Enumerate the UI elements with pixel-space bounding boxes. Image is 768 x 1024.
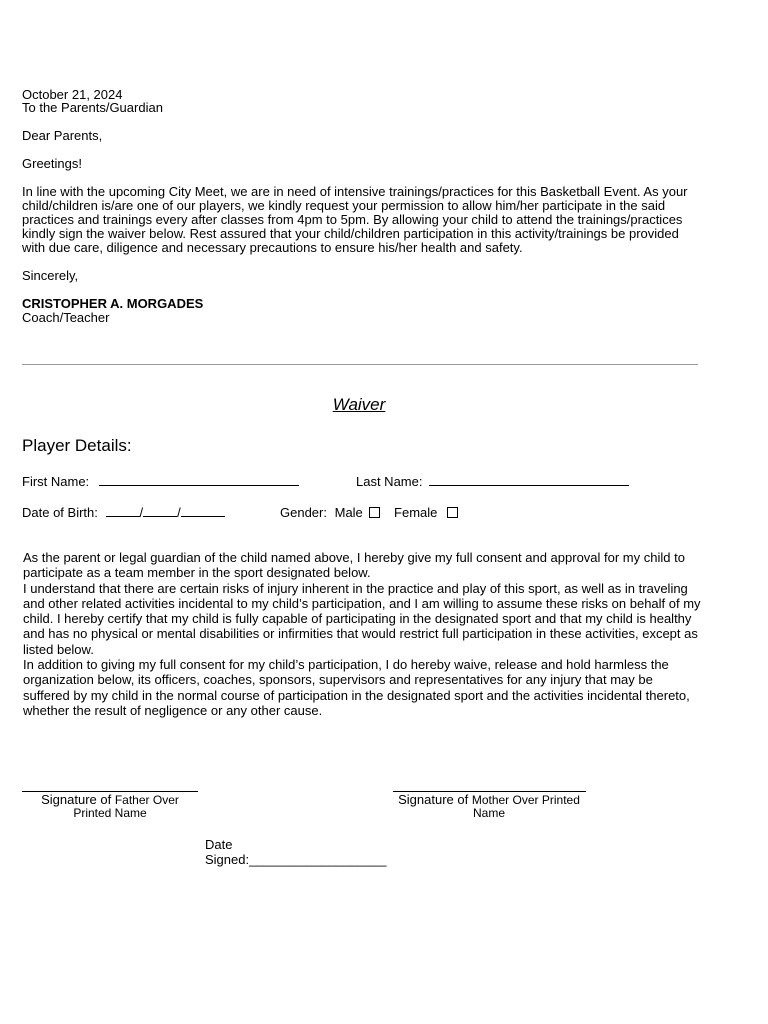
dob-year-blank[interactable] [181, 505, 225, 517]
male-label: Male [334, 505, 363, 520]
dob-month-blank[interactable] [106, 505, 140, 517]
gender-label: Gender: [280, 505, 327, 520]
last-name-field[interactable] [356, 474, 629, 489]
consent-line: organization below, its officers, coaches, sponsors, supervisors and representatives for any injury that may be [23, 672, 653, 688]
mother-caption-name: Name [472, 806, 505, 820]
date-of-birth-field[interactable] [22, 505, 225, 520]
consent-line: listed below. [23, 641, 94, 657]
consent-text [23, 550, 701, 718]
father-caption-role: Father Over [114, 793, 179, 807]
father-caption-printed-name: Printed Name [73, 806, 147, 820]
female-checkbox[interactable] [447, 507, 458, 518]
date-signed-field[interactable] [205, 853, 386, 867]
consent-line: suffered by my child in the normal course of participation in the designated sport and the activities incidental thereto, [23, 687, 690, 703]
last-name-blank[interactable] [429, 474, 629, 486]
first-name-blank[interactable] [99, 474, 299, 486]
signatory-name: CRISTOPHER A. MORGADES [22, 296, 204, 311]
letter-greeting: Greetings! [22, 156, 82, 171]
gender-field [280, 505, 458, 520]
signatory-title: Coach/Teacher [22, 310, 110, 325]
last-name-label: Last Name: [356, 474, 423, 489]
letter-body-line: In line with the upcoming City Meet, we are in need of intensive trainings/practices for this Basketball Event. As your [22, 184, 688, 199]
letter-salutation: Dear Parents, [22, 128, 103, 143]
waiver-title: Waiver [332, 395, 386, 414]
letter-body-line: with due care, diligence and necessary precautions to ensure his/her health and safety. [22, 240, 523, 255]
letter-body [22, 185, 688, 255]
dob-separator: / [139, 505, 144, 520]
father-signature-caption [20, 793, 200, 820]
first-name-field[interactable] [22, 474, 299, 489]
consent-line: In addition to giving my full consent for my child’s participation, I do hereby waive, release and hold harmless the [23, 657, 669, 673]
mother-signature-caption [390, 793, 588, 820]
first-name-label: First Name: [22, 474, 90, 489]
date-signed-label-2: Signed: [205, 852, 250, 867]
player-details-heading: Player Details: [22, 436, 132, 455]
letter-closing: Sincerely, [22, 268, 79, 283]
consent-line: I understand that there are certain risks of injury inherent in the practice and play of this sport, as well as in traveling [23, 580, 688, 596]
dob-separator: / [177, 505, 181, 520]
mother-caption-role: Mother Over Printed [471, 793, 580, 807]
date-signed-label: Date [205, 837, 233, 852]
consent-line: and other related activities incidental to my child’s participation, and I am willing to assume these risks on behalf of my [23, 595, 701, 611]
date-signed-blank[interactable]: ___________________ [249, 852, 387, 867]
dob-day-blank[interactable] [143, 505, 177, 517]
letter-body-line: child/children is/are one of our players, we kindly request your permission to allow him/her participate in the said [22, 198, 666, 213]
female-label: Female [394, 505, 438, 520]
mother-caption-prefix: Signature of [398, 792, 472, 807]
consent-line: whether the result of negligence or any other cause. [23, 702, 323, 718]
father-caption-prefix: Signature of [41, 792, 115, 807]
consent-line: and has no physical or mental disabilities or infirmities that would restrict full participation in these activities, except as [23, 626, 698, 642]
section-divider [22, 364, 698, 365]
male-checkbox[interactable] [369, 507, 380, 518]
consent-line: child. I hereby certify that my child is fully capable of participating in the designated sport and that my child is healthy [23, 611, 692, 627]
consent-line: As the parent or legal guardian of the child named above, I hereby give my full consent and approval for my child to [23, 550, 685, 565]
letter-body-line: kindly sign the waiver below. Rest assured that your child/children participation in this activity/trainings be provided [22, 226, 679, 241]
consent-line: participate as a team member in the sport designated below. [23, 565, 371, 581]
letter-date: October 21, 2024 [22, 87, 123, 102]
letter-recipient: To the Parents/Guardian [22, 100, 163, 115]
letter-body-line: practices and trainings every after classes from 4pm to 5pm. By allowing your child to attend the trainings/practices [22, 212, 683, 227]
dob-label: Date of Birth: [22, 505, 98, 520]
